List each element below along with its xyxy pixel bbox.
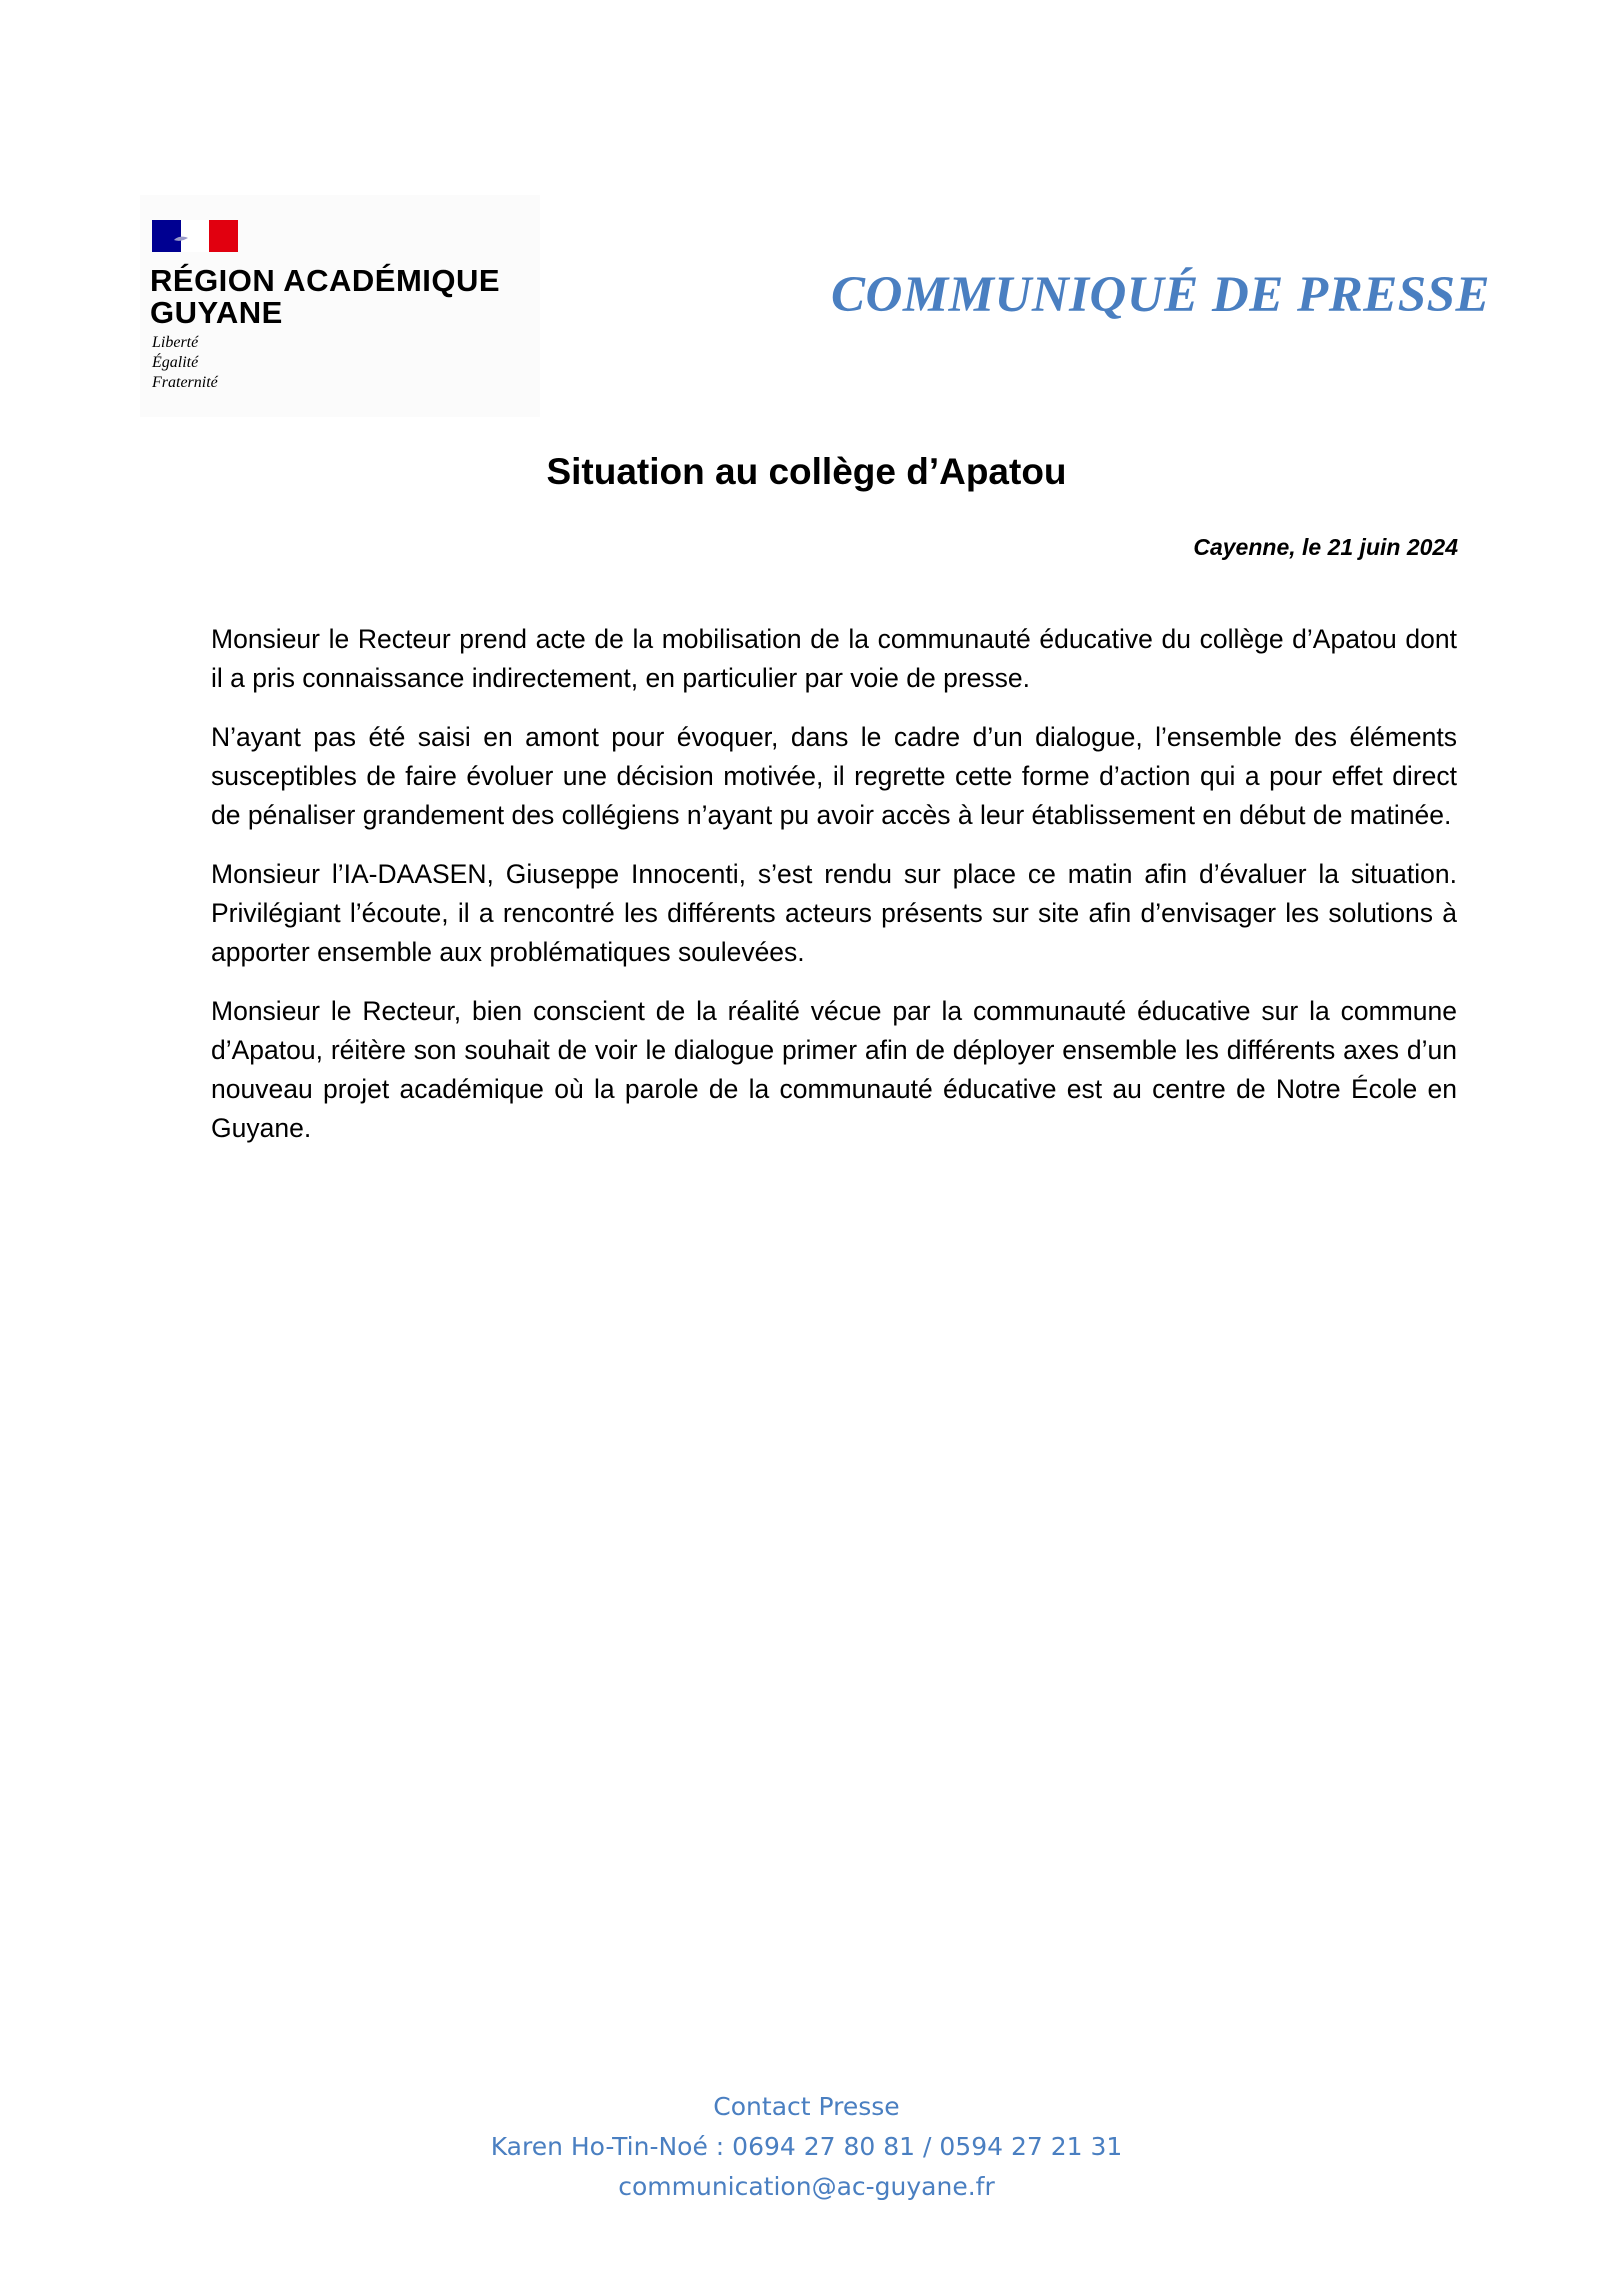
dateline: Cayenne, le 21 juin 2024 bbox=[1193, 534, 1458, 560]
paragraph-3: Monsieur l’IA-DAASEN, Giuseppe Innocenti, s’est rendu sur place ce matin afin d’évaluer la situation. Privilégiant l’écoute, il a rencontré les différents acteurs présents sur site afin d’envisager les solutions à apporter ensemble aux problématiques soulevées. bbox=[211, 859, 1457, 967]
motto-egalite: Égalité bbox=[152, 354, 199, 371]
marianne-flag-icon bbox=[152, 220, 238, 252]
document-title: Situation au collège d’Apatou bbox=[546, 450, 1067, 492]
paragraph-4: Monsieur le Recteur, bien conscient de la réalité vécue par la communauté éducative sur la commune d’Apatou, réitère son souhait de voir le dialogue primer afin de déployer ensemble les différents axes d’un nouveau projet académique où la parole de la communauté éducative est au centre de Notre École en Guyane. bbox=[211, 996, 1457, 1143]
organization-logo bbox=[140, 195, 540, 417]
press-contact bbox=[0, 2087, 1613, 2207]
contact-email-link[interactable]: communication@ac-guyane.fr bbox=[618, 2172, 995, 2201]
motto-fraternite: Fraternité bbox=[152, 374, 218, 391]
motto-liberte: Liberté bbox=[152, 334, 199, 351]
organization-name-line2: GUYANE bbox=[150, 295, 283, 330]
press-release-label: COMMUNIQUÉ DE PRESSE bbox=[830, 267, 1490, 323]
body-text bbox=[211, 620, 1457, 1168]
organization-name-line1: RÉGION ACADÉMIQUE bbox=[150, 263, 501, 298]
contact-phone-line: Karen Ho-Tin-Noé : 0694 27 80 81 / 0594 27 21 31 bbox=[490, 2132, 1123, 2161]
contact-heading: Contact Presse bbox=[713, 2092, 900, 2121]
paragraph-1: Monsieur le Recteur prend acte de la mobilisation de la communauté éducative du collège d’Apatou dont il a pris connaissance indirectement, en particulier par voie de presse. bbox=[211, 624, 1457, 693]
paragraph-2: N’ayant pas été saisi en amont pour évoquer, dans le cadre d’un dialogue, l’ensemble des éléments susceptibles de faire évoluer une décision motivée, il regrette cette forme d’action qui a pour effet direct de pénaliser grandement des collégiens n’ayant pu avoir accès à leur établissement en début de matinée. bbox=[211, 722, 1457, 830]
